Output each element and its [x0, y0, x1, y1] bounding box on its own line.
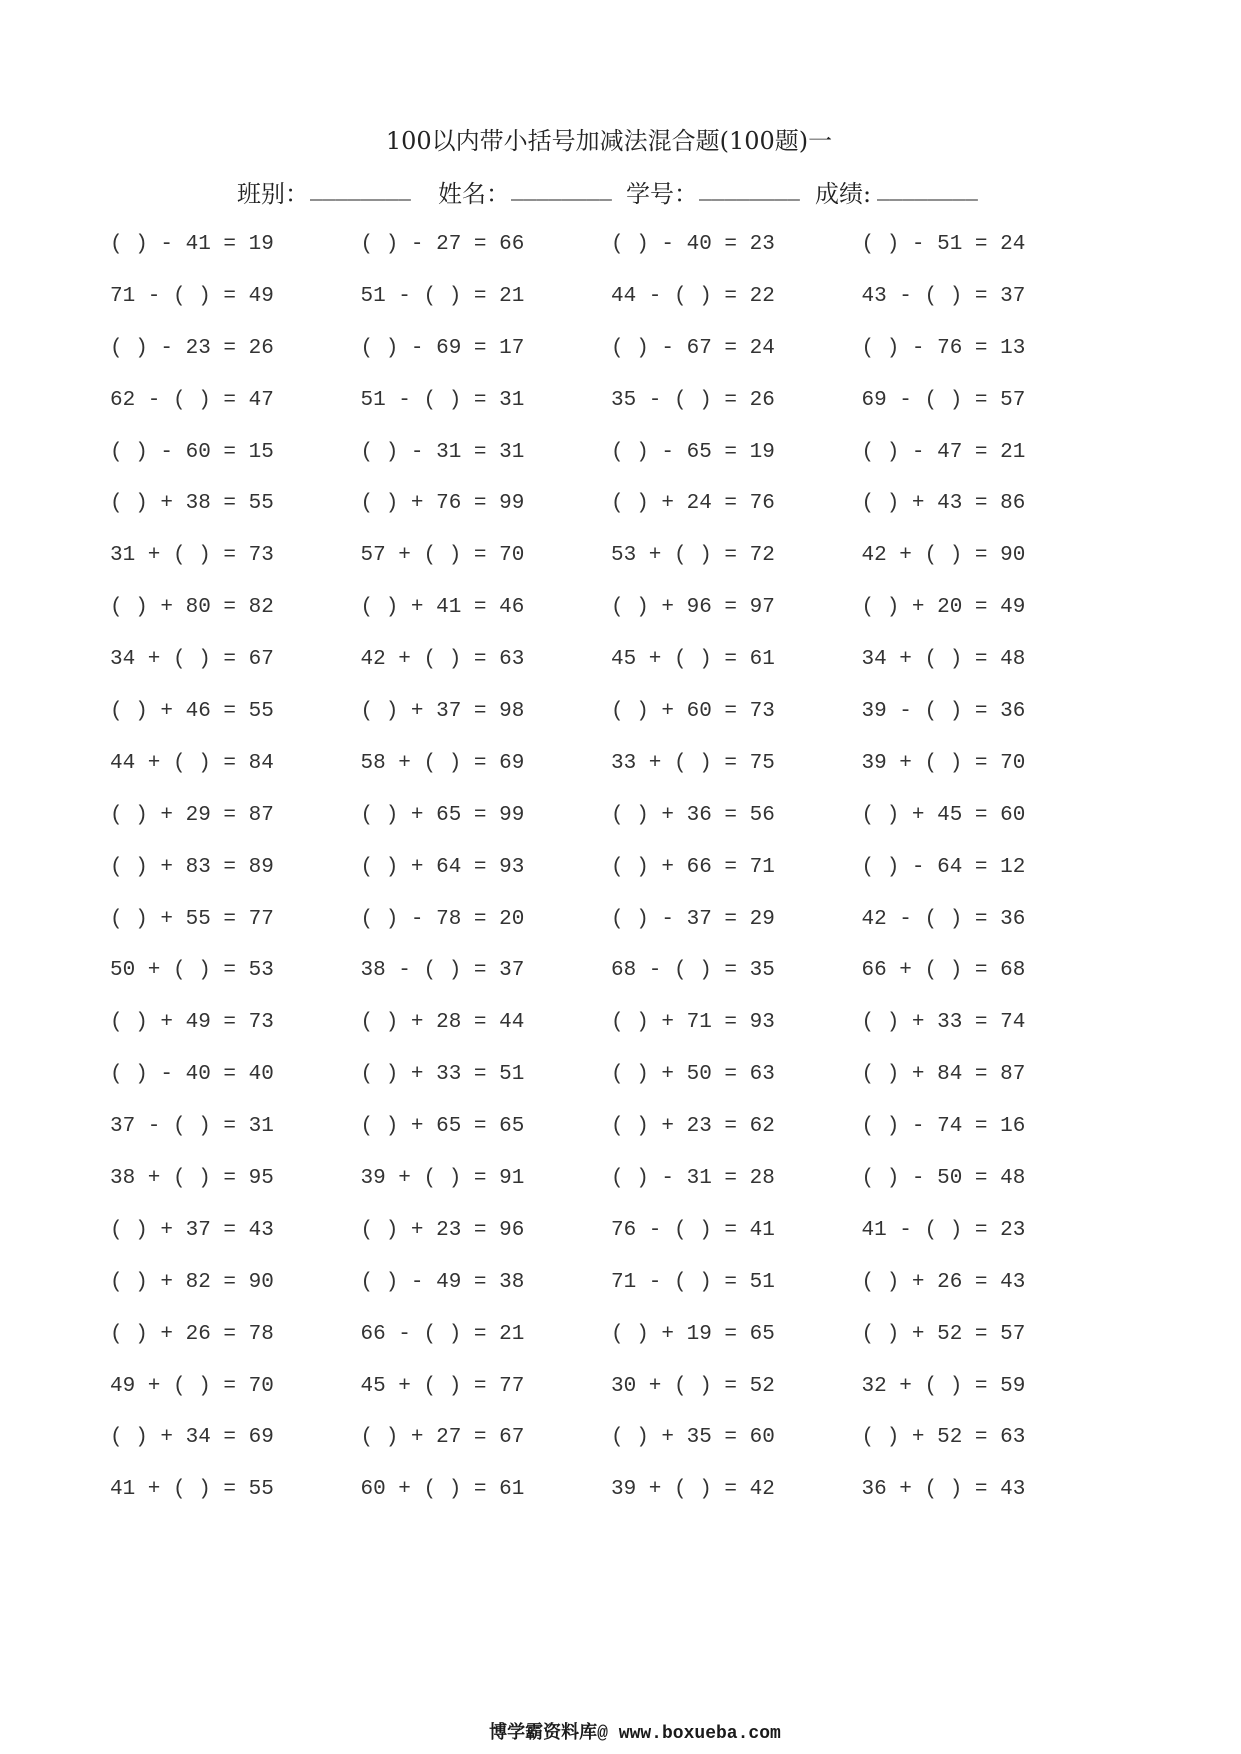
problem-item: ( ) + 49 = 73 — [110, 1011, 274, 1035]
problem-item: ( ) + 26 = 43 — [861, 1270, 1026, 1294]
name-label: 姓名： — [438, 180, 510, 208]
problem-item: 44 + ( ) = 84 — [110, 751, 274, 775]
problem-item: ( ) + 80 = 82 — [110, 596, 274, 620]
problem-item: 39 + ( ) = 42 — [611, 1478, 775, 1502]
score-blank: ________ — [877, 182, 978, 205]
problem-item: 42 + ( ) = 90 — [861, 544, 1026, 568]
problem-item: ( ) + 46 = 55 — [110, 700, 274, 724]
student-info-header — [237, 177, 981, 211]
problem-item: ( ) - 23 = 26 — [110, 336, 274, 360]
problem-item: ( ) + 76 = 99 — [360, 492, 525, 516]
problem-item: ( ) - 31 = 31 — [360, 440, 525, 464]
problem-item: 45 + ( ) = 77 — [360, 1374, 525, 1398]
problem-item: ( ) - 60 = 15 — [110, 440, 274, 464]
problem-item: 66 + ( ) = 68 — [861, 959, 1026, 983]
problem-item: 45 + ( ) = 61 — [611, 648, 775, 672]
problem-item: ( ) + 35 = 60 — [611, 1426, 775, 1450]
problem-item: 60 + ( ) = 61 — [360, 1478, 525, 1502]
problem-item: 76 - ( ) = 41 — [611, 1218, 775, 1242]
problem-item: 39 + ( ) = 91 — [360, 1167, 525, 1191]
problem-item: ( ) - 40 = 23 — [611, 233, 775, 256]
problem-item: ( ) - 40 = 40 — [110, 1063, 274, 1087]
problem-item: 69 - ( ) = 57 — [861, 388, 1026, 412]
problem-item: ( ) - 41 = 19 — [110, 233, 274, 256]
problem-item: 66 - ( ) = 21 — [360, 1322, 525, 1346]
problem-item: ( ) - 50 = 48 — [861, 1167, 1026, 1191]
problem-item: ( ) + 38 = 55 — [110, 492, 274, 516]
problem-item: ( ) - 76 = 13 — [861, 336, 1026, 360]
problem-item: ( ) - 67 = 24 — [611, 336, 775, 360]
problem-item: 41 + ( ) = 55 — [110, 1478, 274, 1502]
problem-item: 37 - ( ) = 31 — [110, 1115, 274, 1139]
problem-item: 51 - ( ) = 21 — [360, 284, 525, 308]
problem-item: 34 + ( ) = 48 — [861, 648, 1026, 672]
problem-item: ( ) + 27 = 67 — [360, 1426, 525, 1450]
problem-item: 62 - ( ) = 47 — [110, 388, 274, 412]
footer-watermark: 博学霸资料库@ www.boxueba.com — [489, 1724, 781, 1744]
problem-item: 43 - ( ) = 37 — [861, 284, 1026, 308]
problem-item: 39 + ( ) = 70 — [861, 751, 1026, 775]
problem-item: ( ) + 71 = 93 — [611, 1011, 775, 1035]
problem-item: ( ) + 29 = 87 — [110, 803, 274, 827]
problem-item: ( ) + 64 = 93 — [360, 855, 525, 879]
problem-item: ( ) + 60 = 73 — [611, 700, 775, 724]
problem-item: 38 + ( ) = 95 — [110, 1167, 274, 1191]
problem-item: 44 - ( ) = 22 — [611, 284, 775, 308]
problem-item: ( ) + 37 = 43 — [110, 1218, 274, 1242]
problem-item: ( ) - 31 = 28 — [611, 1167, 775, 1191]
problem-item: 32 + ( ) = 59 — [861, 1374, 1026, 1398]
score-label: 成绩: — [815, 180, 872, 208]
problem-item: ( ) + 82 = 90 — [110, 1270, 274, 1294]
problem-item: ( ) + 50 = 63 — [611, 1063, 775, 1087]
problem-item: 51 - ( ) = 31 — [360, 388, 525, 412]
problem-item: ( ) + 33 = 51 — [360, 1063, 525, 1087]
problem-item: ( ) + 23 = 62 — [611, 1115, 775, 1139]
problem-item: 50 + ( ) = 53 — [110, 959, 274, 983]
problem-item: ( ) + 52 = 57 — [861, 1322, 1026, 1346]
problem-item: ( ) + 45 = 60 — [861, 803, 1026, 827]
problem-item: ( ) + 66 = 71 — [611, 855, 775, 879]
student-id-label: 学号： — [626, 180, 698, 208]
problem-item: ( ) + 96 = 97 — [611, 596, 775, 620]
problem-item: ( ) + 65 = 99 — [360, 803, 525, 827]
problem-item: ( ) - 74 = 16 — [861, 1115, 1026, 1139]
problem-item: ( ) + 36 = 56 — [611, 803, 775, 827]
problem-item: ( ) + 34 = 69 — [110, 1426, 274, 1450]
problem-item: ( ) - 37 = 29 — [611, 907, 775, 931]
problem-item: ( ) + 24 = 76 — [611, 492, 775, 516]
problem-item: ( ) - 49 = 38 — [360, 1270, 525, 1294]
problem-item: ( ) + 52 = 63 — [861, 1426, 1026, 1450]
class-blank: ________ — [310, 182, 411, 205]
problem-item: ( ) + 20 = 49 — [861, 596, 1026, 620]
problem-item: 36 + ( ) = 43 — [861, 1478, 1026, 1502]
problem-item: 71 - ( ) = 51 — [611, 1270, 775, 1294]
problem-grid — [110, 219, 1112, 1516]
worksheet-title: 100以内带小括号加减法混合题(100题)一 — [385, 127, 833, 155]
problem-item: ( ) - 47 = 21 — [861, 440, 1026, 464]
problem-item: ( ) + 33 = 74 — [861, 1011, 1026, 1035]
class-label: 班别： — [237, 180, 309, 208]
problem-item: 71 - ( ) = 49 — [110, 284, 274, 308]
problem-item: 39 - ( ) = 36 — [861, 700, 1026, 724]
problem-item: ( ) + 83 = 89 — [110, 855, 274, 879]
problem-item: ( ) + 41 = 46 — [360, 596, 525, 620]
problem-item: ( ) - 65 = 19 — [611, 440, 775, 464]
problem-item: 31 + ( ) = 73 — [110, 544, 274, 568]
problem-item: ( ) + 55 = 77 — [110, 907, 274, 931]
problem-item: 33 + ( ) = 75 — [611, 751, 775, 775]
problem-item: ( ) + 43 = 86 — [861, 492, 1026, 516]
student-id-blank: ________ — [699, 182, 800, 205]
problem-item: 42 - ( ) = 36 — [861, 907, 1026, 931]
problem-item: ( ) - 27 = 66 — [360, 233, 525, 256]
problem-item: 49 + ( ) = 70 — [110, 1374, 274, 1398]
problem-item: 58 + ( ) = 69 — [360, 751, 525, 775]
problem-item: 68 - ( ) = 35 — [611, 959, 775, 983]
problem-item: 53 + ( ) = 72 — [611, 544, 775, 568]
problem-item: 41 - ( ) = 23 — [861, 1218, 1026, 1242]
problem-item: 35 - ( ) = 26 — [611, 388, 775, 412]
problem-item: ( ) + 37 = 98 — [360, 700, 525, 724]
problem-item: 34 + ( ) = 67 — [110, 648, 274, 672]
problem-item: ( ) + 26 = 78 — [110, 1322, 274, 1346]
problem-item: ( ) - 69 = 17 — [360, 336, 525, 360]
name-blank: ________ — [511, 182, 612, 205]
problem-item: ( ) + 65 = 65 — [360, 1115, 525, 1139]
problem-item: ( ) - 51 = 24 — [861, 233, 1026, 256]
problem-item: ( ) + 23 = 96 — [360, 1218, 525, 1242]
problem-item: ( ) - 64 = 12 — [861, 855, 1026, 879]
problem-item: ( ) + 28 = 44 — [360, 1011, 525, 1035]
problem-item: 42 + ( ) = 63 — [360, 648, 525, 672]
problem-item: 30 + ( ) = 52 — [611, 1374, 775, 1398]
problem-item: ( ) - 78 = 20 — [360, 907, 525, 931]
problem-item: ( ) + 84 = 87 — [861, 1063, 1026, 1087]
problem-item: 57 + ( ) = 70 — [360, 544, 525, 568]
problem-item: ( ) + 19 = 65 — [611, 1322, 775, 1346]
problem-item: 38 - ( ) = 37 — [360, 959, 525, 983]
